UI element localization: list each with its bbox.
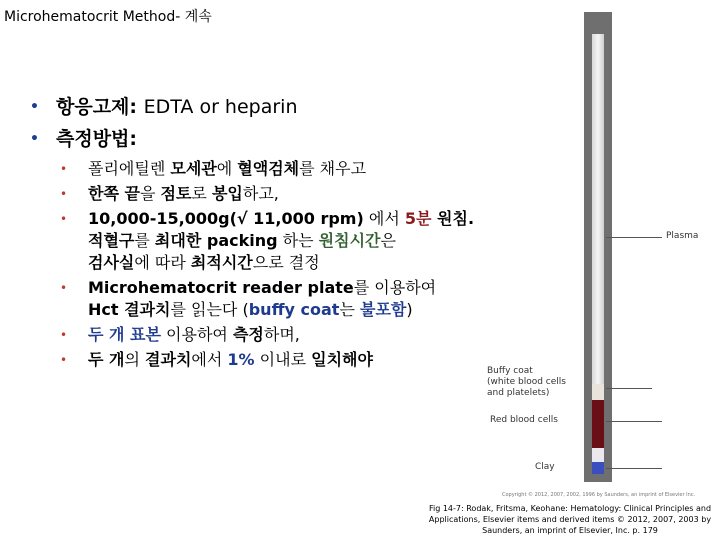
bullet-icon: • xyxy=(30,99,39,115)
slide-title: Microhematocrit Method- 계속 xyxy=(4,9,212,25)
step-2: • 한쪽 끝을 점토로 봉입하고, xyxy=(60,184,279,203)
sub-bullet-icon: • xyxy=(60,353,68,367)
buffy-coat-layer xyxy=(592,384,604,400)
red-pointer xyxy=(606,421,662,422)
content xyxy=(30,94,500,374)
hematocrit-tube-figure xyxy=(487,12,720,482)
clay-pointer xyxy=(606,468,662,469)
step-6: • 두 개의 결과치에서 1% 이내로 일치해야 xyxy=(60,350,373,369)
step-3: • 10,000-15,000g(√ 11,000 rpm) 에서 5분 원침. 적혈구를 최대한 packing 하는 원침시간은 검사실에 따라 최적시간으로 결정 xyxy=(60,209,475,272)
buffy-pointer xyxy=(606,388,652,389)
anticoagulant-label: 항응고제: xyxy=(56,96,138,118)
buffy-label: Buffy coat (white blood cells and platelets) xyxy=(487,366,566,398)
step-5: • 두 개 표본 이용하여 측정하며, xyxy=(60,325,300,344)
sub-bullet-icon: • xyxy=(60,187,68,201)
plasma-layer xyxy=(592,34,604,384)
anticoagulant-value: EDTA or heparin xyxy=(143,96,298,118)
step-4: • Microhematocrit reader plate를 이용하여 Hct 결과치를 읽는다 (buffy coat는 불포함) xyxy=(60,278,437,319)
plasma-label: Plasma xyxy=(666,231,699,241)
figure-caption: Fig 14-7: Rodak, Fritsma, Keohane: Hematology: Clinical Principles and Applications, Elsevier items and derived items © 2012, 2007, 2003 by Saunders, an imprint of Elsevier, Inc. p. 179 xyxy=(428,504,712,535)
clay-label: Clay xyxy=(535,462,555,472)
plasma-pointer xyxy=(606,237,662,238)
clay-layer xyxy=(592,448,604,462)
bullet-anticoagulant xyxy=(30,94,500,120)
step-1: • 폴리에틸렌 모세관에 혈액검체를 채우고 xyxy=(60,159,367,178)
bullet-icon: • xyxy=(30,131,39,147)
sub-bullet-icon: • xyxy=(60,212,68,226)
method-steps xyxy=(58,158,500,371)
red-cell-layer xyxy=(592,400,604,448)
clay-seal xyxy=(592,462,604,474)
method-label: 측정방법: xyxy=(56,128,138,150)
sub-bullet-icon: • xyxy=(60,328,68,342)
red-label: Red blood cells xyxy=(490,415,558,425)
sub-bullet-icon: • xyxy=(60,281,68,295)
bullet-method xyxy=(30,126,500,152)
copyright-small: Copyright © 2012, 2007, 2002, 1996 by Saunders, an imprint of Elsevier Inc. xyxy=(502,492,696,498)
sub-bullet-icon: • xyxy=(60,162,68,176)
